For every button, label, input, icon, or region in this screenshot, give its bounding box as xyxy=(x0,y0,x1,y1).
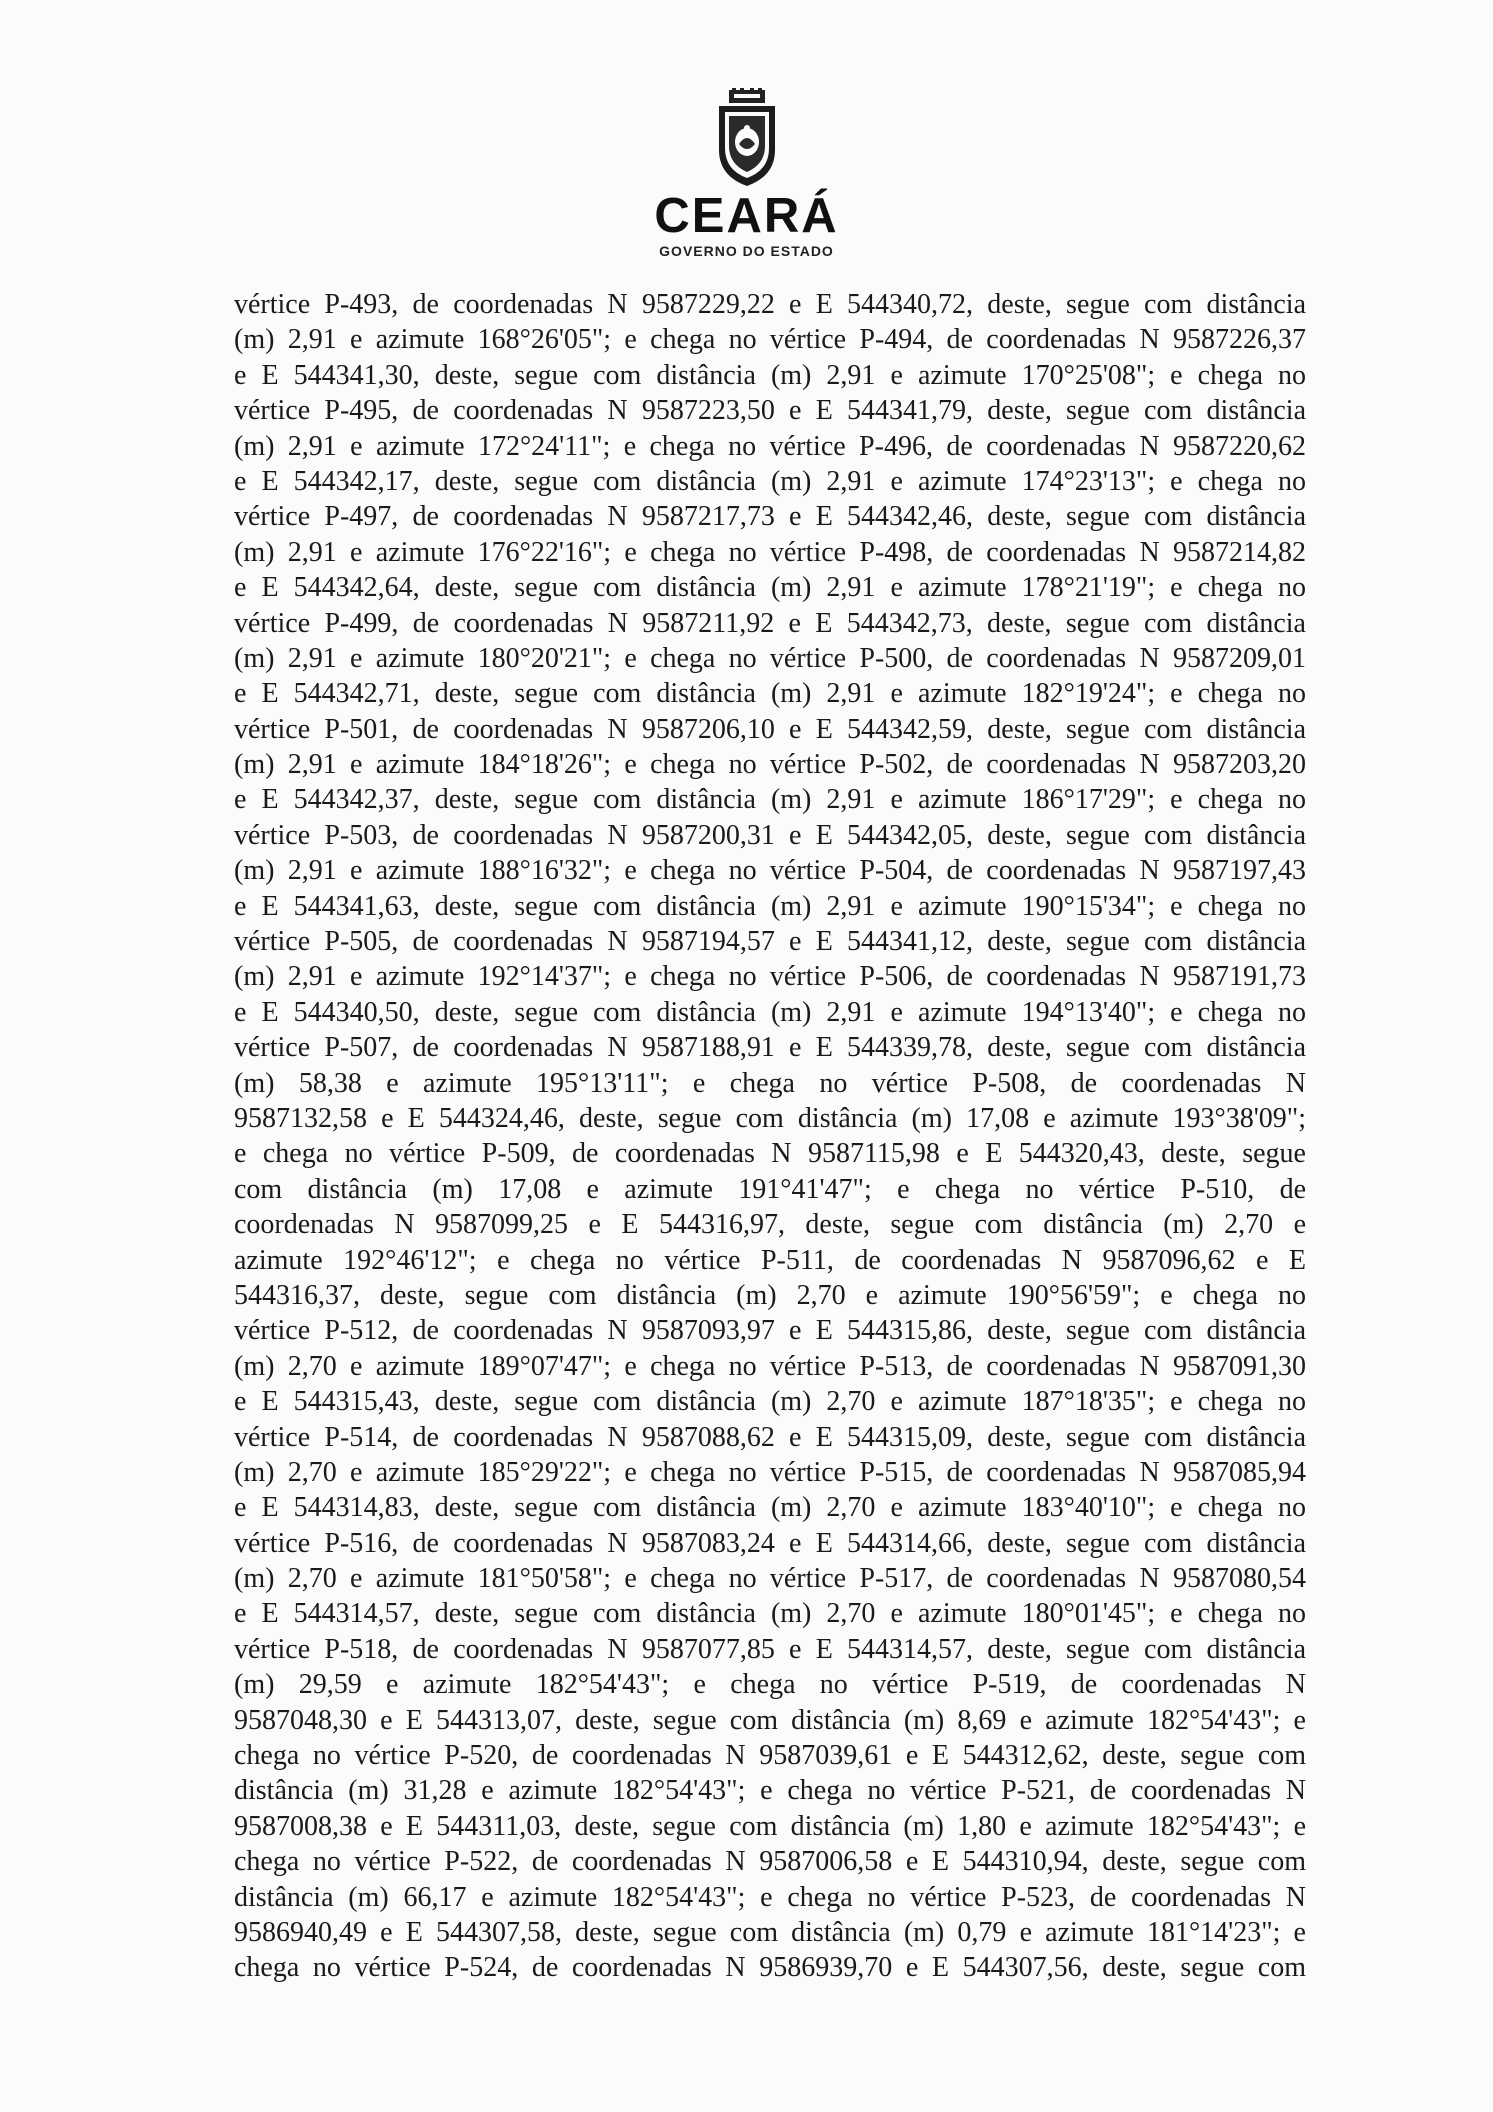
text-line: (m) 2,70 e azimute 181°50'58"; e chega no vértice P-517, de coordenadas N 9587080,54 xyxy=(234,1563,1306,1595)
text-line: vértice P-493, de coordenadas N 9587229,22 e E 544340,72, deste, segue com distância xyxy=(234,289,1306,320)
text-line: vértice P-512, de coordenadas N 9587093,97 e E 544315,86, deste, segue com distância xyxy=(234,1315,1306,1347)
text-line: e E 544315,43, deste, segue com distância (m) 2,70 e azimute 187°18'35"; e chega no xyxy=(234,1386,1306,1418)
text-line: e E 544342,64, deste, segue com distância (m) 2,91 e azimute 178°21'19"; e chega no xyxy=(234,572,1306,604)
text-line: (m) 2,70 e azimute 189°07'47"; e chega no vértice P-513, de coordenadas N 9587091,30 xyxy=(234,1350,1306,1382)
text-line: 9586940,49 e E 544307,58, deste, segue com distância (m) 0,79 e azimute 181°14'23"; e xyxy=(234,1916,1306,1948)
text-line: e E 544342,37, deste, segue com distância (m) 2,91 e azimute 186°17'29"; e chega no xyxy=(234,784,1306,816)
document-body xyxy=(234,287,1306,1986)
text-line: com distância (m) 17,08 e azimute 191°41'47"; e chega no vértice P-510, de xyxy=(234,1173,1306,1205)
text-line: e E 544342,71, deste, segue com distância (m) 2,91 e azimute 182°19'24"; e chega no xyxy=(234,678,1306,710)
text-line: vértice P-518, de coordenadas N 9587077,85 e E 544314,57, deste, segue com distância xyxy=(234,1633,1306,1665)
text-line: chega no vértice P-520, de coordenadas N 9587039,61 e E 544312,62, deste, segue com xyxy=(234,1740,1306,1772)
text-line: chega no vértice P-524, de coordenadas N 9586939,70 e E 544307,56, deste, segue com xyxy=(234,1952,1306,1984)
text-line: e E 544342,17, deste, segue com distância (m) 2,91 e azimute 174°23'13"; e chega no xyxy=(234,465,1306,497)
text-line: azimute 192°46'12"; e chega no vértice P-511, de coordenadas N 9587096,62 e E xyxy=(234,1244,1306,1276)
text-line: vértice P-514, de coordenadas N 9587088,62 e E 544315,09, deste, segue com distância xyxy=(234,1421,1306,1453)
state-subtitle: GOVERNO DO ESTADO xyxy=(659,243,834,259)
text-line: 9587048,30 e E 544313,07, deste, segue com distância (m) 8,69 e azimute 182°54'43"; e xyxy=(234,1704,1306,1736)
text-line: vértice P-495, de coordenadas N 9587223,50 e E 544341,79, deste, segue com distância xyxy=(234,395,1306,427)
text-line: vértice P-505, de coordenadas N 9587194,57 e E 544341,12, deste, segue com distância xyxy=(234,926,1306,958)
text-line: vértice P-499, de coordenadas N 9587211,92 e E 544342,73, deste, segue com distância xyxy=(234,607,1306,639)
text-line: (m) 2,91 e azimute 192°14'37"; e chega no vértice P-506, de coordenadas N 9587191,73 xyxy=(234,961,1306,993)
text-line: e E 544341,30, deste, segue com distância (m) 2,91 e azimute 170°25'08"; e chega no xyxy=(234,359,1306,391)
text-line: (m) 2,91 e azimute 168°26'05"; e chega no vértice P-494, de coordenadas N 9587226,37 xyxy=(234,324,1306,356)
text-line: 544316,37, deste, segue com distância (m) 2,70 e azimute 190°56'59"; e chega no xyxy=(234,1279,1306,1311)
text-line: vértice P-497, de coordenadas N 9587217,73 e E 544342,46, deste, segue com distância xyxy=(234,501,1306,533)
text-line: chega no vértice P-522, de coordenadas N 9587006,58 e E 544310,94, deste, segue com xyxy=(234,1846,1306,1878)
text-line: (m) 2,91 e azimute 172°24'11"; e chega no vértice P-496, de coordenadas N 9587220,62 xyxy=(234,430,1306,462)
text-line: vértice P-501, de coordenadas N 9587206,10 e E 544342,59, deste, segue com distância xyxy=(234,713,1306,745)
text-line: (m) 2,91 e azimute 176°22'16"; e chega no vértice P-498, de coordenadas N 9587214,82 xyxy=(234,536,1306,568)
text-line: e chega no vértice P-509, de coordenadas N 9587115,98 e E 544320,43, deste, segue xyxy=(234,1138,1306,1170)
text-line: 9587008,38 e E 544311,03, deste, segue com distância (m) 1,80 e azimute 182°54'43"; e xyxy=(234,1810,1306,1842)
text-line: (m) 58,38 e azimute 195°13'11"; e chega no vértice P-508, de coordenadas N xyxy=(234,1067,1306,1099)
text-line: distância (m) 66,17 e azimute 182°54'43"; e chega no vértice P-523, de coordenadas N xyxy=(234,1881,1306,1913)
text-line: vértice P-516, de coordenadas N 9587083,24 e E 544314,66, deste, segue com distância xyxy=(234,1527,1306,1559)
text-line: vértice P-503, de coordenadas N 9587200,31 e E 544342,05, deste, segue com distância xyxy=(234,819,1306,851)
text-line: (m) 2,91 e azimute 180°20'21"; e chega no vértice P-500, de coordenadas N 9587209,01 xyxy=(234,642,1306,674)
text-line: coordenadas N 9587099,25 e E 544316,97, deste, segue com distância (m) 2,70 e xyxy=(234,1209,1306,1241)
text-line: e E 544314,57, deste, segue com distância (m) 2,70 e azimute 180°01'45"; e chega no xyxy=(234,1598,1306,1630)
ceara-coat-of-arms-icon xyxy=(709,88,785,188)
text-line: vértice P-507, de coordenadas N 9587188,91 e E 544339,78, deste, segue com distância xyxy=(234,1032,1306,1064)
state-name: CEARÁ xyxy=(654,189,839,243)
page-header xyxy=(0,88,1493,259)
text-line: distância (m) 31,28 e azimute 182°54'43"; e chega no vértice P-521, de coordenadas N xyxy=(234,1775,1306,1807)
text-line: (m) 29,59 e azimute 182°54'43"; e chega no vértice P-519, de coordenadas N xyxy=(234,1669,1306,1701)
text-line: 9587132,58 e E 544324,46, deste, segue com distância (m) 17,08 e azimute 193°38'09"; xyxy=(234,1102,1306,1134)
text-line: (m) 2,70 e azimute 185°29'22"; e chega no vértice P-515, de coordenadas N 9587085,94 xyxy=(234,1456,1306,1488)
text-line: (m) 2,91 e azimute 184°18'26"; e chega no vértice P-502, de coordenadas N 9587203,20 xyxy=(234,749,1306,781)
text-line: e E 544314,83, deste, segue com distância (m) 2,70 e azimute 183°40'10"; e chega no xyxy=(234,1492,1306,1524)
text-line: e E 544340,50, deste, segue com distância (m) 2,91 e azimute 194°13'40"; e chega no xyxy=(234,996,1306,1028)
text-line: e E 544341,63, deste, segue com distância (m) 2,91 e azimute 190°15'34"; e chega no xyxy=(234,890,1306,922)
text-line: (m) 2,91 e azimute 188°16'32"; e chega no vértice P-504, de coordenadas N 9587197,43 xyxy=(234,855,1306,887)
